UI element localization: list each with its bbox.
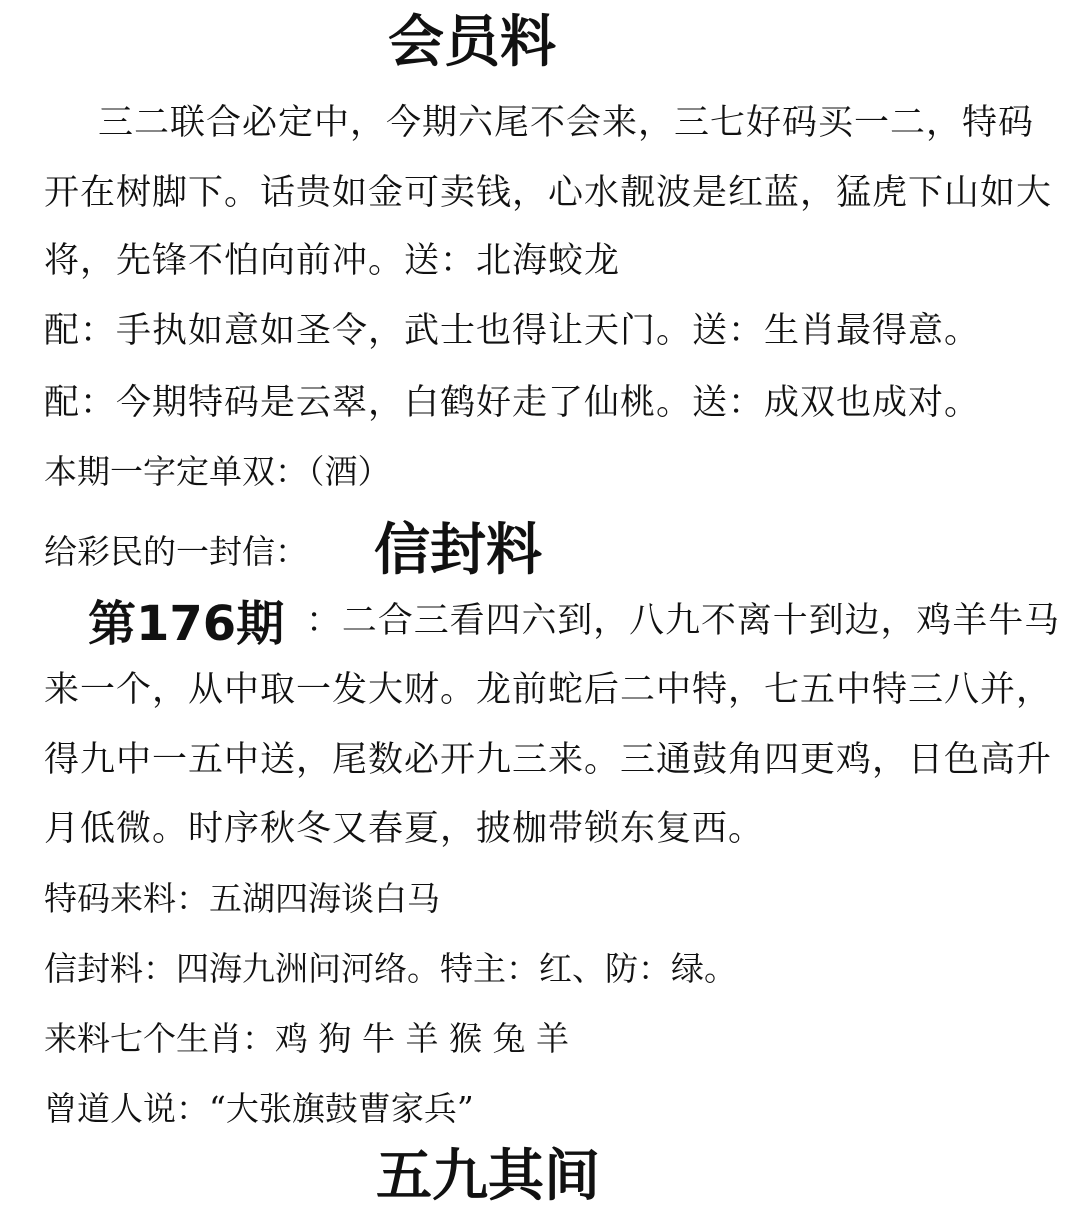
seven-zodiacs-line: 来料七个生肖：鸡 狗 牛 羊 猴 兔 羊 [44, 1019, 569, 1058]
single-double-line: 本期一字定单双：（酒） [44, 452, 391, 491]
issue-text-line-4: 月低微。时序秋冬又春夏，披枷带锁东复西。 [44, 809, 765, 849]
footer-title: 五九其间 [376, 1143, 600, 1209]
issue-text-line-1: ：二合三看四六到，八九不离十到边，鸡羊牛马 [306, 601, 1061, 641]
issue-text-line-2: 来一个，从中取一发大财。龙前蛇后二中特，七五中特三八并， [44, 670, 1053, 710]
pei-line-1: 配：手执如意如圣令，武士也得让天门。送：生肖最得意。 [44, 311, 981, 351]
letter-title: 信封料 [374, 517, 542, 583]
zeng-said-line: 曾道人说：“大张旗鼓曹家兵” [44, 1089, 474, 1128]
issue-text-line-3: 得九中一五中送，尾数必开九三来。三通鼓角四更鸡，日色高升 [44, 740, 1053, 780]
letter-label: 给彩民的一封信： [44, 532, 308, 571]
pei-line-2: 配：今期特码是云翠，白鹤好走了仙桃。送：成双也成对。 [44, 383, 981, 423]
issue-number: 第176期 [88, 596, 285, 652]
member-text-line-1: 三二联合必定中，今期六尾不会来，三七好码买一二，特码 [98, 103, 1035, 143]
page-title: 会员料 [388, 9, 556, 75]
member-text-line-2: 开在树脚下。话贵如金可卖钱，心水靓波是红蓝，猛虎下山如大 [44, 173, 1053, 213]
special-code-line: 特码来料：五湖四海谈白马 [44, 879, 440, 918]
envelope-material-line: 信封料：四海九洲问河络。特主：红、防：绿。 [44, 949, 737, 988]
member-text-line-3: 将，先锋不怕向前冲。送：北海蛟龙 [44, 241, 621, 281]
